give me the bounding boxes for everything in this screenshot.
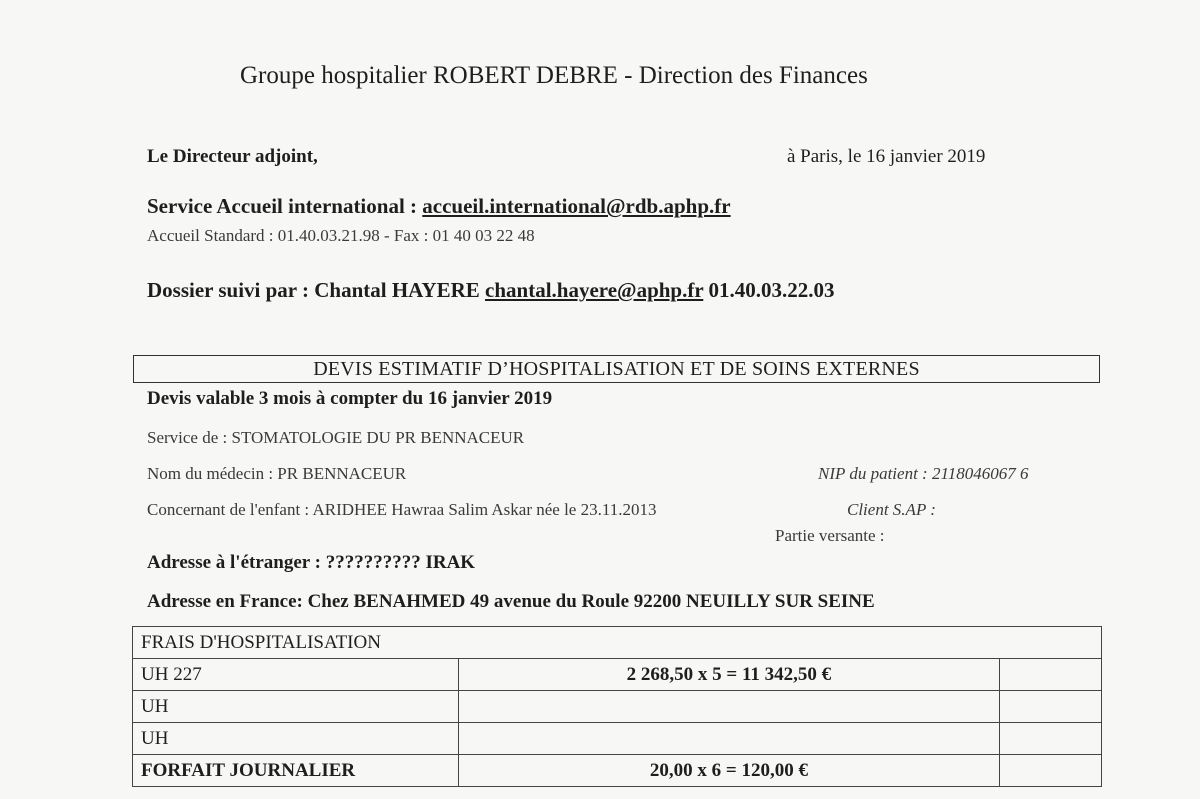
partie-versante: Partie versante : (775, 526, 885, 545)
fee-label: FORFAIT JOURNALIER (133, 755, 459, 787)
fee-label: UH (133, 691, 459, 723)
document-title: Groupe hospitalier ROBERT DEBRE - Direction des Finances (240, 62, 868, 89)
service-name: Service de : STOMATOLOGIE DU PR BENNACEUR (147, 428, 525, 447)
doctor-name: Nom du médecin : PR BENNACEUR (147, 464, 407, 483)
fees-section-row (133, 627, 1102, 659)
place-date: à Paris, le 16 janvier 2019 (787, 146, 986, 167)
dossier-phone: 01.40.03.22.03 (703, 278, 835, 302)
address-abroad: Adresse à l'étranger : ?????????? IRAK (147, 552, 476, 573)
fee-extra (1000, 659, 1102, 691)
child-info: Concernant de l'enfant : ARIDHEE Hawraa Salim Askar née le 23.11.2013 (147, 500, 657, 519)
fee-label: UH (133, 723, 459, 755)
dossier-label: Dossier suivi par : Chantal HAYERE (147, 278, 486, 302)
table-row (133, 723, 1102, 755)
standard-phone-fax: Accueil Standard : 01.40.03.21.98 - Fax : 01 40 03 22 48 (147, 226, 535, 245)
table-row (133, 755, 1102, 787)
fee-calc (458, 723, 999, 755)
service-line (147, 194, 731, 219)
patient-nip: NIP du patient : 2118046067 6 (818, 464, 1029, 483)
client-sap-label: Client S.AP : (847, 500, 936, 519)
fee-extra (1000, 723, 1102, 755)
fees-table (132, 626, 1102, 787)
fee-calc: 2 268,50 x 5 = 11 342,50 € (458, 659, 999, 691)
devis-heading-box (133, 355, 1100, 383)
service-email-link[interactable]: accueil.international@rdb.aphp.fr (422, 194, 731, 218)
client-sap (847, 500, 936, 520)
fee-calc: 20,00 x 6 = 120,00 € (458, 755, 999, 787)
fee-label: UH 227 (133, 659, 459, 691)
address-france: Adresse en France: Chez BENAHMED 49 avenue du Roule 92200 NEUILLY SUR SEINE (147, 591, 875, 612)
fee-extra (1000, 691, 1102, 723)
dossier-line (147, 278, 835, 303)
table-row (133, 659, 1102, 691)
devis-validity: Devis valable 3 mois à compter du 16 janvier 2019 (147, 388, 553, 409)
service-label: Service Accueil international : (147, 194, 423, 218)
fee-extra (1000, 755, 1102, 787)
dossier-email-link[interactable]: chantal.hayere@aphp.fr (485, 278, 704, 302)
table-row (133, 691, 1102, 723)
devis-heading: DEVIS ESTIMATIF D’HOSPITALISATION ET DE SOINS EXTERNES (313, 358, 920, 380)
fees-section-title: FRAIS D'HOSPITALISATION (133, 627, 1102, 659)
signatory: Le Directeur adjoint, (147, 146, 318, 167)
fee-calc (458, 691, 999, 723)
